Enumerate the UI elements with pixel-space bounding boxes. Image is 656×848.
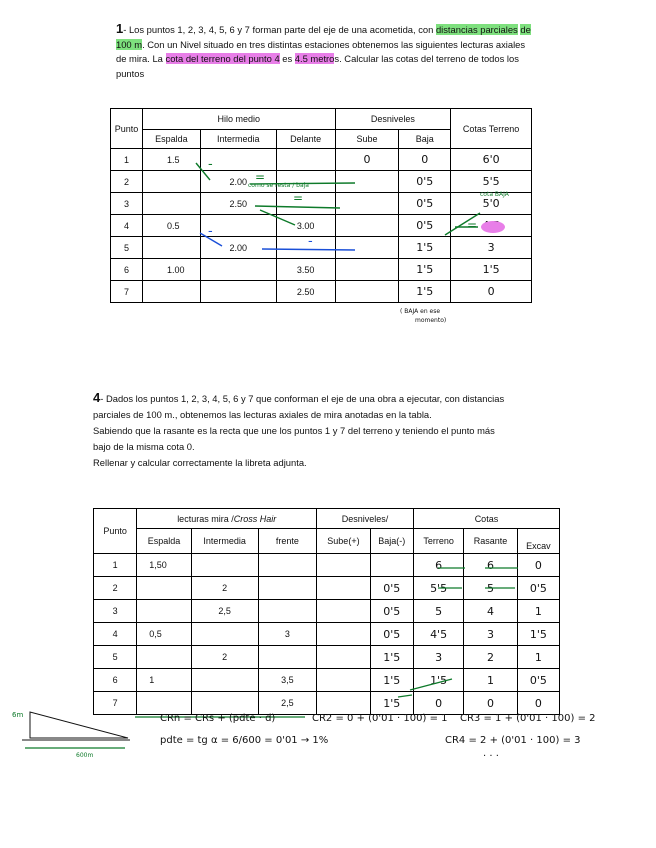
t2-cell-baja: 1'5 [370,692,413,715]
t1-cell-delante: 3.50 [276,259,335,281]
t2-cell-baja: 1'5 [370,646,413,669]
t2-header-espalda: Espalda [137,529,192,554]
problem-4-number: 4 [93,390,101,405]
t2-cell-intermedia: 2 [191,577,258,600]
t2-header-excav: Excav [517,529,559,554]
formula-1: CRn = CRs + (pdte · d) [160,713,276,724]
arrow-t2-e [398,695,412,697]
t2-cell-terreno: 3 [413,646,463,669]
t2-cell-rasante: 2 [464,646,517,669]
header-hilo-medio: Hilo medio [142,109,335,130]
t2-cell-punto: 4 [94,623,137,646]
t2-header-lecturas: lecturas mira /Cross Hair [137,509,317,529]
t2-header-intermedia: Intermedia [191,529,258,554]
t1-cell-intermedia: 2.00 [200,171,276,193]
t2-cell-excav: 0 [517,692,559,715]
t2-cell-rasante: 3 [464,623,517,646]
t2-cell-excav: 1 [517,646,559,669]
t1-cell-punto: 1 [111,149,143,171]
arrow-t1-a [196,163,210,180]
t2-cell-rasante: 4 [464,600,517,623]
t2-header-terreno: Terreno [413,529,463,554]
t1-mark-dash-2: - [208,224,213,239]
t2-cell-rasante: 5 [464,577,517,600]
t1-note-cota-baja: cota BAJA [480,191,509,198]
problem-1-number: 1 [116,21,124,36]
t1-cell-cota: 6'0 [451,149,532,171]
t2-cell-excav: 1 [517,600,559,623]
t2-cell-frente: 3,5 [258,669,317,692]
t1-cell-sube: 0 [335,149,399,171]
t2-cell-rasante: 6 [464,554,517,577]
t1-cell-punto: 2 [111,171,143,193]
t2-cell-terreno: 1'5 [413,669,463,692]
problem-4-statement: 4- Dados los puntos 1, 2, 3, 4, 5, 6 y 7 que conforman el eje de una obra a ejecutar, con distancias parciales de 100 m., obtenemos las lecturas axiales de mira anotadas en la tabla. Sabiendo que la rasante es la recta que une los puntos 1 y 7 del terreno y teniendo el punto más bajo de la misma cota 0. Rellenar y calcular correctamente la libreta adjunta. [93,390,505,468]
t2-cell-punto: 3 [94,600,137,623]
cota-4-highlight [481,221,505,233]
arrow-t1-b [250,183,355,184]
t2-cell-baja: 0'5 [370,577,413,600]
t2-cell-excav: 0 [517,554,559,577]
t2-cell-punto: 5 [94,646,137,669]
t1-cell-punto: 4 [111,215,143,237]
t1-note-comp: como se resta / baja [248,182,309,189]
t2-cell-frente: 2,5 [258,692,317,715]
t1-mark-eq-2: = [293,191,304,205]
t2-cell-excav: 1'5 [517,623,559,646]
t2-header-sube: Sube(+) [317,529,370,554]
t2-cell-terreno: 0 [413,692,463,715]
t2-cell-espalda: 1 [137,669,192,692]
t1-below-note-2: momento) [415,317,447,324]
t2-cell-terreno: 5 [413,600,463,623]
t2-cell-terreno: 6 [413,554,463,577]
t1-cell-delante: 3.00 [276,215,335,237]
t1-below-note-1: ( BAJA en ese [400,308,441,315]
formula-1c: CR3 = 1 + (0'01 · 100) = 2 [460,713,596,724]
t1-cell-cota: 1'5 [451,259,532,281]
t1-cell-baja: 0'5 [399,215,451,237]
t1-cell-espalda: 1.00 [142,259,200,281]
t1-cell-punto: 3 [111,193,143,215]
t2-header-cotas: Cotas [413,509,559,529]
formula-dots: · · · [483,751,499,762]
t2-cell-baja: 0'5 [370,623,413,646]
header-desniveles: Desniveles [335,109,451,130]
t1-mark-eq-3: = [467,218,478,232]
t2-cell-excav: 0'5 [517,669,559,692]
t2-cell-excav: 0'5 [517,577,559,600]
sketch-base-label: 600m [76,752,94,759]
formula-2b: CR4 = 2 + (0'01 · 100) = 3 [445,735,581,746]
t1-mark-eq-1: = [255,170,266,184]
header-sube: Sube [335,130,399,149]
t2-header-frente: frente [258,529,317,554]
t1-cell-cota: 5'0 [451,193,532,215]
arrow-t2-f [410,679,452,690]
sketch-height-label: 6m [12,711,24,719]
t2-cell-baja: 1'5 [370,669,413,692]
arrow-t1-g [200,233,222,246]
header-baja: Baja [399,130,451,149]
t2-cell-rasante: 0 [464,692,517,715]
t1-cell-cota: 5'5 [451,171,532,193]
t1-cell-punto: 5 [111,237,143,259]
t2-cell-espalda: 1,50 [137,554,192,577]
t2-cell-intermedia: 2,5 [191,600,258,623]
t1-cell-intermedia: 2.00 [200,237,276,259]
formula-2: pdte = tg α = 6/600 = 0'01 → 1% [160,735,329,746]
t1-cell-espalda: 0.5 [142,215,200,237]
t1-cell-baja: 1'5 [399,237,451,259]
header-delante: Delante [276,130,335,149]
t1-cell-baja: 0'5 [399,171,451,193]
t2-cell-espalda: 0,5 [137,623,192,646]
t2-cell-terreno: 5'5 [413,577,463,600]
t1-cell-espalda: 1.5 [142,149,200,171]
t2-cell-punto: 7 [94,692,137,715]
t2-header-punto: Punto [94,509,137,554]
t1-cell-cota: 3 [451,237,532,259]
problem-1-statement: 1- Los puntos 1, 2, 3, 4, 5, 6 y 7 forman parte del eje de una acometida, con distancias parciales de 100 m. Con un Nivel situado en tres distintas estaciones obtenemos las siguientes lecturas axiales de mira. La cota del terreno del punto 4 es 4.5 metros. Calcular las cotas del terreno de todos los puntos [116,21,531,79]
t2-header-baja: Baja(-) [370,529,413,554]
arrow-t1-c [255,206,340,208]
header-cotas-terreno: Cotas Terreno [451,109,532,149]
t1-cell-cota: 0 [451,281,532,303]
header-intermedia: Intermedia [200,130,276,149]
slope-triangle [30,712,128,738]
t1-cell-baja: 0'5 [399,193,451,215]
t2-cell-terreno: 4'5 [413,623,463,646]
formula-1b: CR2 = 0 + (0'01 · 100) = 1 [312,713,448,724]
t2-cell-punto: 1 [94,554,137,577]
t2-cell-frente: 3 [258,623,317,646]
t2-cell-rasante: 1 [464,669,517,692]
t2-cell-intermedia: 2 [191,646,258,669]
arrow-t1-d [260,210,295,225]
header-espalda: Espalda [142,130,200,149]
t1-cell-intermedia: 2.50 [200,193,276,215]
t2-header-desniveles: Desniveles/ [317,509,414,529]
t1-cell-delante: 2.50 [276,281,335,303]
arrow-t1-h [262,249,355,250]
header-punto: Punto [111,109,143,149]
t1-mark-dash-1: - [208,157,213,172]
t2-cell-punto: 2 [94,577,137,600]
t1-cell-baja: 1'5 [399,281,451,303]
arrow-t1-e [445,213,480,235]
t1-mark-dash-3: - [308,234,313,249]
t1-cell-punto: 6 [111,259,143,281]
t2-cell-punto: 6 [94,669,137,692]
t1-cell-baja: 0 [399,149,451,171]
t2-cell-baja: 0'5 [370,600,413,623]
t1-cell-baja: 1'5 [399,259,451,281]
t2-header-rasante: Rasante [464,529,517,554]
t1-cell-punto: 7 [111,281,143,303]
